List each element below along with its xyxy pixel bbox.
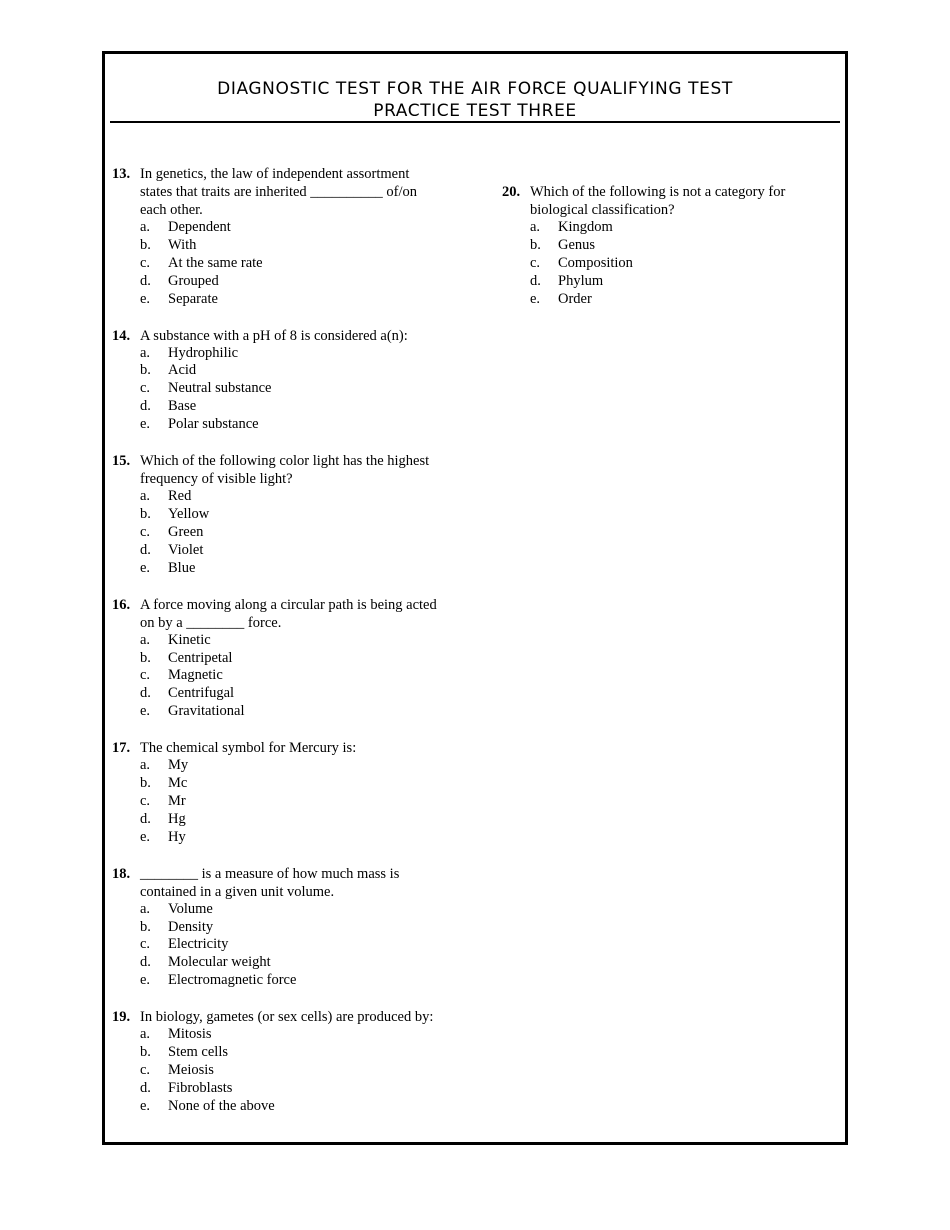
question-18 <box>112 865 442 991</box>
option-letter: c. <box>140 1062 151 1078</box>
option <box>112 793 442 811</box>
option-letter: c. <box>140 523 151 540</box>
option-text: Mr <box>168 792 186 809</box>
option-letter: e. <box>140 828 151 845</box>
question-text: In genetics, the law of independent assortment states that traits are inherited __________ of/on each other. <box>140 166 418 218</box>
option <box>112 829 442 847</box>
question-text: Which of the following is not a category for biological classification? <box>530 184 786 218</box>
right-column <box>502 183 822 327</box>
option-letter: a. <box>530 219 541 235</box>
option-letter: b. <box>140 649 151 666</box>
option-letter: e. <box>140 290 151 307</box>
option-text: Kinetic <box>168 631 211 648</box>
option-text: Centripetal <box>168 649 233 666</box>
option <box>112 632 442 650</box>
option-text: Grouped <box>168 272 219 289</box>
option-text: With <box>168 236 197 253</box>
option-letter: a. <box>140 488 151 505</box>
option-letter: b. <box>140 775 151 792</box>
left-column <box>112 165 442 1134</box>
option-letter: e. <box>530 290 541 307</box>
option <box>502 237 822 255</box>
option-text: Green <box>168 523 204 540</box>
option <box>112 380 442 398</box>
option-text: Genus <box>558 236 596 253</box>
option-text: Hydrophilic <box>168 344 239 361</box>
option-letter: b. <box>140 918 151 935</box>
option-text: Volume <box>168 900 213 917</box>
option <box>112 972 442 990</box>
option-text: Red <box>168 488 192 505</box>
option <box>112 524 442 542</box>
option-letter: a. <box>140 631 151 648</box>
option-letter: b. <box>140 236 151 253</box>
question-14 <box>112 327 442 435</box>
option-letter: a. <box>140 900 151 917</box>
option-text: Meiosis <box>168 1062 214 1078</box>
option <box>112 936 442 954</box>
option <box>112 811 442 829</box>
option-text: Hy <box>168 828 186 845</box>
option-letter: a. <box>140 757 151 774</box>
option-text: Centrifugal <box>168 685 235 702</box>
question-text: In biology, gametes (or sex cells) are produced by: <box>140 1009 434 1026</box>
option <box>112 901 442 919</box>
option <box>112 1026 442 1044</box>
option-text: Fibroblasts <box>168 1079 233 1096</box>
option <box>112 237 442 255</box>
option-text: Order <box>558 290 592 307</box>
option-text: Density <box>168 918 214 935</box>
option-letter: d. <box>140 1079 151 1096</box>
option <box>112 506 442 524</box>
option <box>112 560 442 578</box>
option-letter: d. <box>530 272 541 289</box>
option-text: Mitosis <box>168 1026 212 1043</box>
option-text: Separate <box>168 290 218 307</box>
option-text: Electricity <box>168 936 229 953</box>
option-letter: d. <box>140 398 151 415</box>
option-letter: d. <box>140 810 151 827</box>
option <box>112 1044 442 1062</box>
option-letter: b. <box>140 362 151 379</box>
option-letter: a. <box>140 219 151 235</box>
option-letter: c. <box>140 792 151 809</box>
title-line-2: PRACTICE TEST THREE <box>373 101 577 121</box>
option-text: At the same rate <box>168 254 263 271</box>
option <box>112 685 442 703</box>
option-letter: e. <box>140 703 151 720</box>
option <box>112 488 442 506</box>
option <box>112 542 442 560</box>
option-text: Yellow <box>168 505 210 522</box>
option <box>112 273 442 291</box>
option-letter: e. <box>140 972 151 989</box>
option <box>112 703 442 721</box>
option-letter: e. <box>140 416 151 433</box>
question-text: A substance with a pH of 8 is considered a(n): <box>140 327 408 344</box>
option <box>112 416 442 434</box>
option-letter: d. <box>140 954 151 971</box>
option-letter: d. <box>140 272 151 289</box>
option <box>112 362 442 380</box>
option <box>112 345 442 363</box>
option-text: Violet <box>168 541 204 558</box>
question-number: 20. <box>502 184 521 200</box>
option-text: Polar substance <box>168 416 259 433</box>
option <box>112 667 442 685</box>
option-text: Magnetic <box>168 667 223 684</box>
option-letter: c. <box>140 254 151 271</box>
option-text: Electromagnetic force <box>168 972 297 989</box>
option-text: None of the above <box>168 1097 275 1114</box>
option-letter: c. <box>530 254 541 271</box>
option-text: Phylum <box>558 272 604 289</box>
option <box>502 291 822 309</box>
option-letter: d. <box>140 685 151 702</box>
question-number: 13. <box>112 166 131 182</box>
option-text: Acid <box>168 362 197 379</box>
question-text: Which of the following color light has the highest frequency of visible light? <box>140 453 430 488</box>
option-letter: c. <box>140 936 151 953</box>
question-number: 17. <box>112 740 131 757</box>
option <box>112 398 442 416</box>
question-text: The chemical symbol for Mercury is: <box>140 740 357 757</box>
question-20 <box>502 183 822 309</box>
option-text: Neutral substance <box>168 380 272 397</box>
page-title <box>108 78 842 122</box>
option-letter: c. <box>140 380 151 397</box>
question-15 <box>112 452 442 578</box>
question-number: 16. <box>112 596 131 613</box>
option <box>112 219 442 237</box>
option <box>112 291 442 309</box>
option <box>502 273 822 291</box>
option-letter: a. <box>140 344 151 361</box>
option <box>112 650 442 668</box>
option <box>112 1080 442 1098</box>
option-text: Composition <box>558 254 633 271</box>
question-13 <box>112 165 442 309</box>
option <box>112 954 442 972</box>
option-text: Base <box>168 398 197 415</box>
option-letter: d. <box>140 541 151 558</box>
question-number: 14. <box>112 327 131 344</box>
option-letter: b. <box>530 236 541 253</box>
option-text: Stem cells <box>168 1044 229 1061</box>
option-text: Blue <box>168 559 196 576</box>
option <box>112 757 442 775</box>
option <box>112 775 442 793</box>
option <box>112 919 442 937</box>
option-text: Mc <box>168 775 188 792</box>
question-17 <box>112 739 442 847</box>
title-line-1: DIAGNOSTIC TEST FOR THE AIR FORCE QUALIFYING TEST <box>217 79 733 99</box>
option-letter: b. <box>140 1044 151 1061</box>
option <box>502 255 822 273</box>
header-divider <box>110 121 840 123</box>
option-letter: e. <box>140 1097 151 1114</box>
option <box>502 219 822 237</box>
question-number: 19. <box>112 1009 131 1026</box>
option-text: Dependent <box>168 219 231 235</box>
option-text: Gravitational <box>168 703 245 720</box>
question-text: A force moving along a circular path is being acted on by a ________ force. <box>140 596 437 631</box>
option-letter: a. <box>140 1026 151 1043</box>
question-text: ________ is a measure of how much mass is contained in a given unit volume. <box>140 865 400 900</box>
question-number: 18. <box>112 865 131 882</box>
question-16 <box>112 596 442 722</box>
option-letter: e. <box>140 559 151 576</box>
option-text: Hg <box>168 810 186 827</box>
option-text: Molecular weight <box>168 954 271 971</box>
option-text: My <box>168 757 189 774</box>
option-letter: c. <box>140 667 151 684</box>
option <box>112 255 442 273</box>
option-text: Kingdom <box>558 219 613 235</box>
option-letter: b. <box>140 505 151 522</box>
question-number: 15. <box>112 453 131 470</box>
option <box>112 1062 442 1080</box>
question-19 <box>112 1008 442 1116</box>
option <box>112 1098 442 1116</box>
